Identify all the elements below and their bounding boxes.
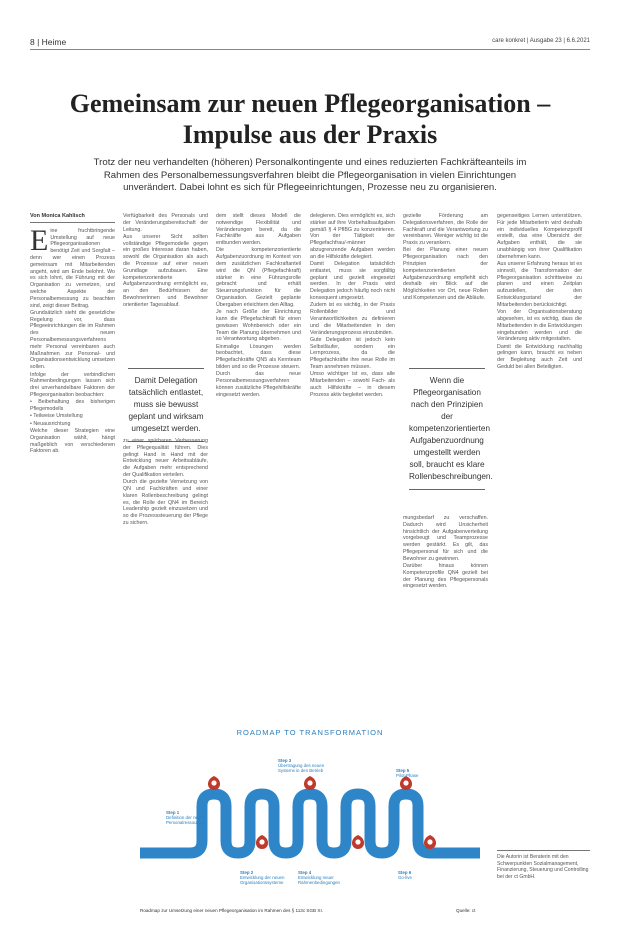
pin-icon — [304, 776, 316, 790]
paragraph: Infolge der verbindlichen Rahmenbedingungen lassen sich drei unverhandelbare Faktoren der Pflegeorganisation beobachten: — [30, 371, 115, 398]
column-5-top — [403, 213, 488, 361]
issue-info: care konkret | Ausgabe 23 | 6.6.2021 — [492, 38, 590, 44]
column-2-top — [123, 213, 208, 361]
pin-icon — [256, 835, 268, 849]
paragraph: Zudem ist es wichtig, in der Praxis Rollenbilder und Verantwortlichkeiten zu definieren und die Mitarbeitenden in den Veränderungsprozess einzubinden. — [310, 302, 395, 336]
drop-cap: E — [30, 223, 49, 257]
paragraph: Darüber hinaus können Kompetenzprofile QN4 gezielt bei der Planung des Pflegepersonals eingesetzt werden. — [403, 563, 488, 590]
paragraph: Von der Organisationsberatung abgesehen, ist es wichtig, dass die Mitarbeitenden in die Entwicklungen eingebunden werden und die Veränderung aktiv mitgestalten. — [497, 309, 582, 343]
column-6 — [497, 213, 582, 843]
column-1 — [30, 213, 115, 728]
roadmap-step-2 — [240, 870, 290, 886]
roadmap-step-1 — [166, 810, 216, 826]
paragraph: Einmalige Lösungen werden beobachtet, dass diese Pflegefachkräfte QN5 als Kernteam bilden und so die Prozesse steuern. — [216, 343, 301, 371]
paragraph: Je nach Größe der Einrichtung kann die Pflegefachkraft für einen gewissen Wohnbereich oder ein Team die Planung übernehmen und so Verantwortung abgeben. — [216, 309, 301, 343]
title-line-2: Impulse aus der Praxis — [182, 120, 438, 149]
step-text: Definition der neuen Personalressourcen — [166, 815, 206, 826]
step-text: Entwicklung der neuen Organisationssysteme — [240, 875, 285, 886]
column-3 — [216, 213, 301, 715]
paragraph: gezielte Förderung am Delegationsverfahren, die Rolle der Fachkraft und die Verantwortung zu vereinbaren. Weniger wichtig ist die Praxis zu verankern. — [403, 213, 488, 247]
page-header — [30, 37, 590, 49]
graphic-credit: Quelle: ct — [456, 908, 476, 913]
paragraph: Aus unserer Sicht sollten vollständige Pflegemodelle gegen ein großes Interesse daran haben, sowohl die Organisation als auch die Prozesse auf einer neuen Grundlage aufzubauen. Eine kompetenzorientierte Aufgabenzuordnung ermöglicht es, an den Bedürfnissen der Bewohnerinnen und Bewohner orientierter Tagesablauf. — [123, 233, 208, 308]
paragraph: mungsbedarf zu verschaffen. Dadurch wird Unsicherheit hinsichtlich der Aufgabenverteilung vorgebeugt und Teamprozesse werden gestärkt. Es gilt, das Pflegepersonal für sich und die Bewohner zu gewinnen. — [403, 515, 488, 562]
pull-quote-2: Wenn die Pflegeorganisation nach den Prinzipien der kompetenzorientierten Aufgabenzuordnung umgestellt werden soll, braucht es klare Rollenbeschreibungen. — [409, 368, 485, 490]
paragraph: ine fruchtbringende Umstellung auf neue Pflegeorganisationen benötigt Zeit und Sorgfalt – denn wer einen Prozess gemeinsam mit Mitarbeitenden angeht, wird am Ende belohnt. Wo es sich lohnt, die Führung mit der Organisation zu vernetzen, und welche Aspekte der Personalbemessung zu beachten sind, zeigt dieser Beitrag. — [30, 227, 115, 309]
paragraph: zu einer spürbaren Verbesserung der Pflegequalität führen. Dies gelingt Hand in Hand mit der Entwicklung neuer Arbeitsabläufe, die Aufgaben mehr entsprechend der Qualifikation verteilen. — [123, 438, 208, 478]
list-item: • Neuausrichtung — [30, 420, 71, 427]
roadmap-step-4 — [298, 870, 358, 886]
step-label: Step 4 — [298, 870, 312, 875]
paragraph: Bei der Planung einer neuen Pflegeorganisation nach den Prinzipien der kompetenzorientierten Aufgabenzuordnung empfiehlt sich deshalb ein Blick auf die Möglichkeiten vor Ort, neue Rollen und Kompetenzen und die Abläufe. — [403, 247, 488, 302]
pin-icon — [352, 835, 364, 849]
paragraph: Grundsätzlich sieht die gesetzliche Regelung vor, dass Pflegeeinrichtungen die im Rahmen des neuen Personalbemessungsverfahrens mehr Personal vereinbaren auch Maßnahmen zur Personal- und Organisationsentwicklung umsetzen sollen. — [30, 309, 115, 371]
paragraph: Durch die gezielte Vernetzung von QN und Fachkräften und einer klaren Rollenbeschreibung gelingt es, die Rolle der QN4 im Bereich Leadership gezielt einzusetzen und so die Prozesssteuerung der Pflege zu sichern. — [123, 479, 208, 527]
column-5-bottom — [403, 515, 488, 713]
paragraph: Welche dieser Strategien eine Organisation wählt, hängt maßgeblich von verschiedenen Faktoren ab. — [30, 427, 115, 455]
section-label: 8 | Heime — [30, 37, 67, 47]
step-text: Go-live — [398, 875, 412, 881]
paragraph: gegenseitiges Lernen unterstützen. Für jede Mitarbeiterin wird deshalb ein individuelles Kompetenzprofil erstellt, das eine Übersicht der Aufgaben enthält, die sie unabhängig von ihrer Qualifikation übernehmen kann. — [497, 213, 582, 260]
paragraph: delegieren. Dies ermöglicht es, sich stärker auf ihre Vorbehaltsaufgaben gemäß § 4 PflBG zu konzentrieren. Von der Tätigkeit der Pflegefachfrau/-männer abzugrenzende Aufgaben werden an die Hilfskräfte delegiert. — [310, 213, 395, 260]
article-title — [30, 88, 590, 150]
paragraph: dem stellt dieses Modell die notwendige Flexibilität und Veränderungen bereit, da die Fachkräfte aus Aufgaben entbunden werden. — [216, 213, 301, 247]
pin-icon — [424, 835, 436, 849]
article-lead: Trotz der neu verhandelten (höheren) Personalkontingente und eines reduzierten Fachkräfteanteils im Rahmen des Personalbemessungsverfahren bleibt die Pflegeorganisation in vielen Einrichtungen unverändert. Dabei lohnt es sich für Pflegeeinrichtungen, Prozesse neu zu organisieren. — [93, 157, 527, 193]
roadmap-step-3 — [278, 758, 342, 774]
step-label: Step 6 — [398, 870, 412, 875]
step-text: Übertragung des neuen Systems in den Betrieb — [278, 763, 325, 774]
step-label: Step 2 — [240, 870, 254, 875]
step-label: Step 1 — [166, 810, 180, 815]
paragraph: Damit Delegation tatsächlich entlastet, muss sie sorgfältig geplant und gezielt eingesetzt werden. In der Praxis wird Delegation jedoch häufig noch nicht konsequent umgesetzt. — [310, 261, 395, 302]
step-label: Step 3 — [278, 758, 292, 763]
roadmap-title: ROADMAP TO TRANSFORMATION — [236, 728, 384, 737]
graphic-caption: Roadmap zur Umsetzung einer neuen Pflegeorganisation im Rahmen des § 113c SGB XI. — [140, 908, 324, 913]
paragraph: Durch das neue Personalbemessungsverfahren können zusätzliche Pflegehilfskräfte eingesetzt werden. — [216, 371, 301, 398]
roadmap-step-6 — [398, 870, 438, 880]
author-note: Die Autorin ist Beraterin mit den Schwerpunkten Sozialmanagement, Finanzierung, Steuerung und Controlling bei der ct GmbH. — [497, 850, 590, 880]
step-text: Pilot-Phase — [396, 773, 419, 779]
pin-icon — [208, 776, 220, 790]
paragraph: Gute Delegation ist jedoch kein Selbstläufer, sondern ein Lernprozess, da die Pflegefachkräfte ihre neue Rolle im Team annehmen müssen. — [310, 336, 395, 371]
step-label: Step 5 — [396, 768, 410, 773]
list-item: • Beibehaltung des bisherigen Pflegemodells — [30, 399, 115, 413]
paragraph: Verfügbarkeit des Personals und der Veränderungsbereitschaft der Leitung. — [123, 213, 208, 233]
column-4 — [310, 213, 395, 703]
roadmap-step-5 — [396, 768, 442, 778]
roadmap-graphic — [140, 728, 480, 906]
pull-quote-1: Damit Delegation tatsächlich entlastet, muss sie bewusst geplant und wirksam umgesetzt werden. — [128, 368, 204, 442]
step-text: Entwicklung neuer Rahmenbedingungen — [298, 875, 340, 886]
paragraph: Aus unserer Erfahrung heraus ist es sinnvoll, die Transformation der Pflegeorganisation schrittweise zu planen und einen Zeitplan aufzustellen, der den Entwicklungsstand der Mitarbeitenden berücksichtigt. — [497, 261, 582, 308]
header-rule — [30, 49, 590, 50]
column-2-bottom — [123, 438, 208, 720]
paragraph: Umso wichtiger ist es, dass alle Mitarbeitenden – sowohl Fach- als auch Hilfskräfte – in diesem Prozess aktiv begleitet werden. — [310, 371, 395, 398]
byline: Von Monica Kahlisch — [30, 213, 115, 223]
paragraph: Die kompetenzorientierte Aufgabenzuordnung im Kontext von dem zusätzlichen Fachkraftanteil wird die QN (Pflegefachkraft) stärker in eine Führungsrolle gebracht und erhält Steuerungsfunktion für die Organisation. Gezielt geplante Übergaben erleichtern den Alltag. — [216, 247, 301, 308]
title-line-1: Gemeinsam zur neuen Pflegeorganisation – — [69, 89, 551, 118]
paragraph: Damit die Entwicklung nachhaltig gelingen kann, braucht es neben der Begleitung auch Zeit und Geduld bei allen Beteiligten. — [497, 343, 582, 371]
list-item: • Teilweise Umstellung — [30, 413, 83, 420]
